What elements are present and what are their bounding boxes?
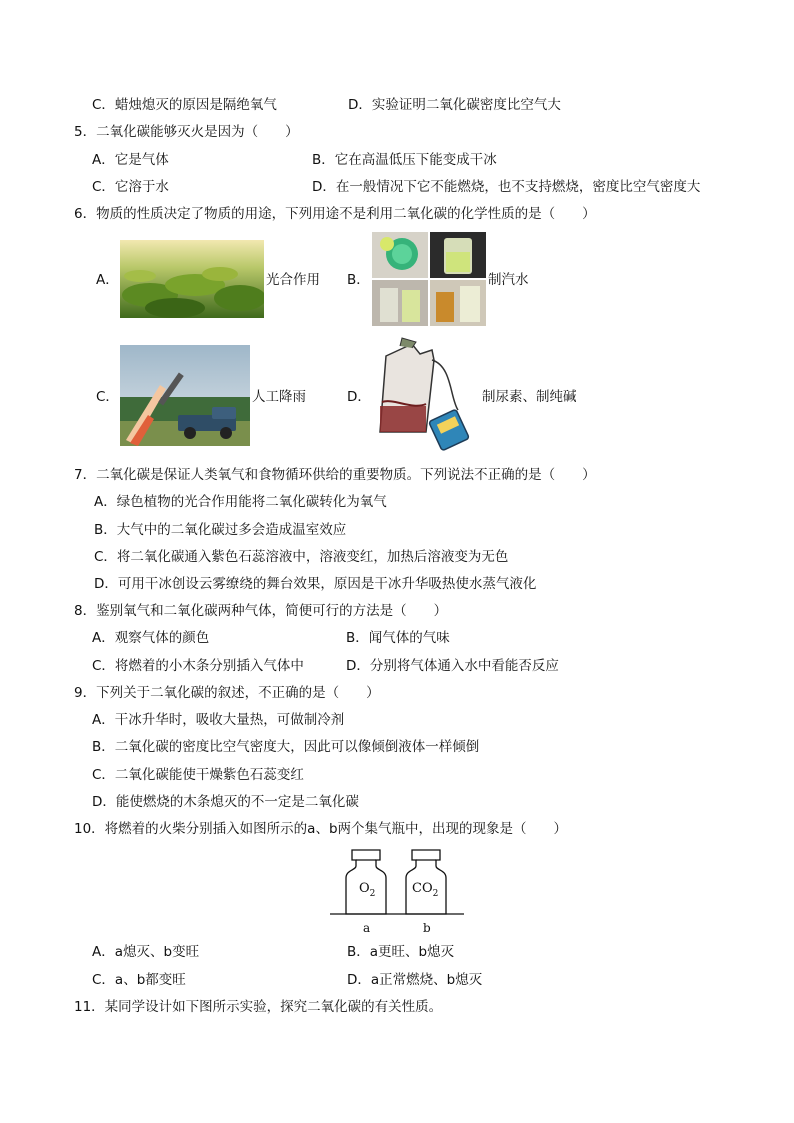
q5-option-a: A．它是气体 <box>92 152 169 168</box>
svg-text:CO2: $CO_2$ <box>412 881 439 899</box>
gas-bottles-diagram <box>326 844 468 936</box>
q9-option-a: A．干冰升华时，吸收大量热，可做制冷剂 <box>92 712 345 728</box>
q8-option-d: D．分别将气体通入水中看能否反应 <box>346 658 559 674</box>
q6-option-b-caption: 制汽水 <box>488 272 529 288</box>
fertilizer-bag-illustration <box>372 336 480 454</box>
q10-option-c: C．a、b都变旺 <box>92 972 186 988</box>
q5-option-b: B．它在高温低压下能变成干冰 <box>312 152 497 168</box>
q6-stem: 6．物质的性质决定了物质的用途，下列用途不是利用二氧化碳的化学性质的是（ ） <box>74 206 596 222</box>
q8-option-c: C．将燃着的小木条分别插入气体中 <box>92 658 304 674</box>
q6-option-d-letter: D． <box>347 389 371 405</box>
q10-option-b: B．a更旺、b熄灭 <box>347 944 455 960</box>
q11-stem: 11．某同学设计如下图所示实验，探究二氧化碳的有关性质。 <box>74 999 443 1015</box>
q7-stem: 7．二氧化碳是保证人类氧气和食物循环供给的重要物质。下列说法不正确的是（ ） <box>74 467 596 483</box>
plant-photo <box>120 240 264 318</box>
q8-option-a: A．观察气体的颜色 <box>92 630 210 646</box>
q5-stem: 5．二氧化碳能够灭火是因为（ ） <box>74 124 299 140</box>
q10-stem: 10．将燃着的火柴分别插入如图所示的a、b两个集气瓶中，出现的现象是（ ） <box>74 821 568 837</box>
q6-option-a-caption: 光合作用 <box>266 272 320 288</box>
q7-option-c: C．将二氧化碳通入紫色石蕊溶液中，溶液变红，加热后溶液变为无色 <box>94 549 509 565</box>
q7-option-b: B．大气中的二氧化碳过多会造成温室效应 <box>94 522 347 538</box>
q8-option-b: B．闻气体的气味 <box>346 630 450 646</box>
q5-option-d: D．在一般情况下它不能燃烧，也不支持燃烧，密度比空气密度大 <box>312 179 701 195</box>
q5-option-c: C．它溶于水 <box>92 179 169 195</box>
q4-option-c: C．蜡烛熄灭的原因是隔绝氧气 <box>92 97 277 113</box>
q6-option-b-letter: B． <box>347 272 370 288</box>
svg-text:O2: $O_2$ <box>359 881 376 899</box>
q4-option-d: D．实验证明二氧化碳密度比空气大 <box>348 97 561 113</box>
bottle-a-label: a <box>363 921 371 935</box>
bottle-b-label: b <box>423 921 431 935</box>
q8-stem: 8．鉴别氧气和二氧化碳两种气体，简便可行的方法是（ ） <box>74 603 448 619</box>
q7-option-a: A．绿色植物的光合作用能将二氧化碳转化为氧气 <box>94 494 387 510</box>
q6-option-c-letter: C． <box>96 389 119 405</box>
q10-option-d: D．a正常燃烧、b熄灭 <box>347 972 483 988</box>
q9-stem: 9．下列关于二氧化碳的叙述，不正确的是（ ） <box>74 685 380 701</box>
q6-option-a-letter: A． <box>96 272 119 288</box>
q10-option-a: A．a熄灭、b变旺 <box>92 944 200 960</box>
q9-option-b: B．二氧化碳的密度比空气密度大，因此可以像倾倒液体一样倾倒 <box>92 739 480 755</box>
q6-option-d-caption: 制尿素、制纯碱 <box>482 389 577 405</box>
q9-option-d: D．能使燃烧的木条熄灭的不一定是二氧化碳 <box>92 794 359 810</box>
q7-option-d: D．可用干冰创设云雾缭绕的舞台效果，原因是干冰升华吸热使水蒸气液化 <box>94 576 537 592</box>
q6-option-c-caption: 人工降雨 <box>252 389 306 405</box>
rocket-truck-photo <box>120 345 250 446</box>
soda-making-photo <box>372 232 486 326</box>
q9-option-c: C．二氧化碳能使干燥紫色石蕊变红 <box>92 767 304 783</box>
